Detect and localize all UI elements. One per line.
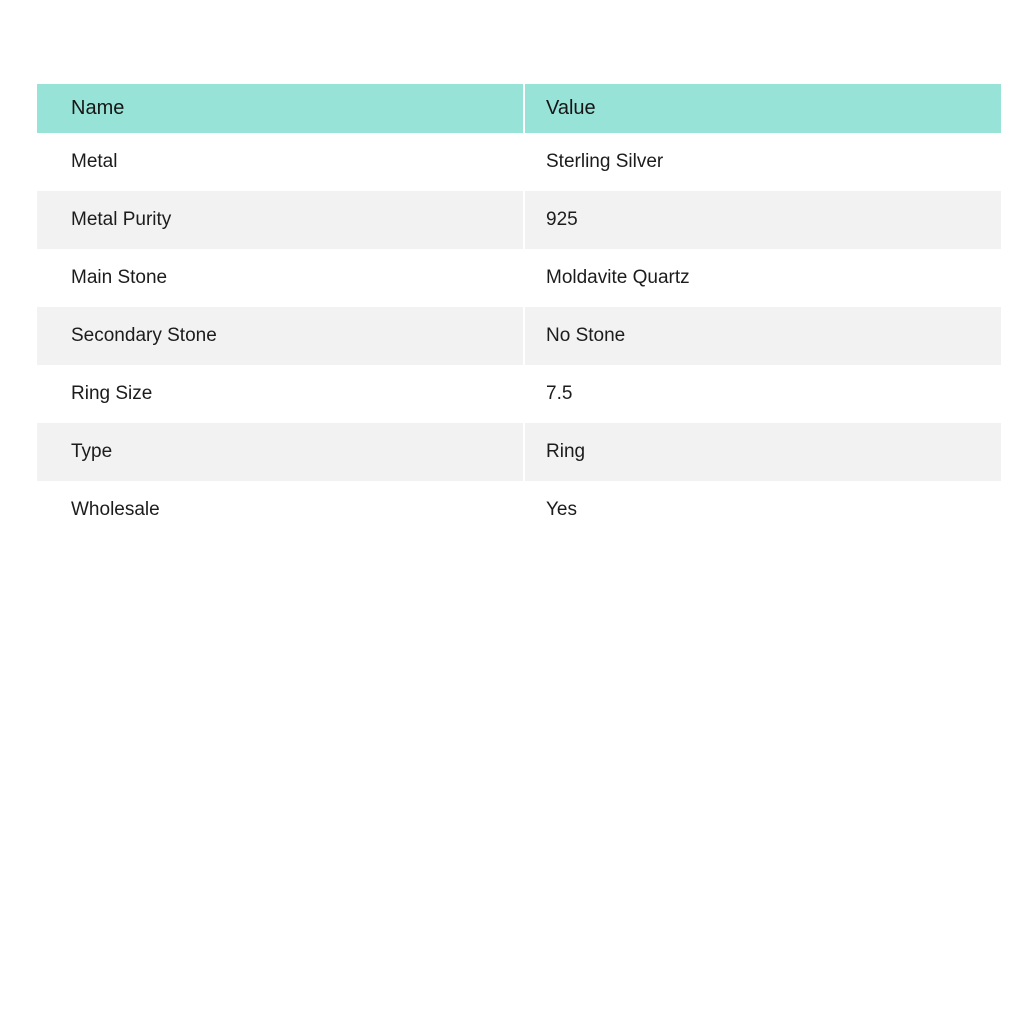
- row-name-cell: Metal Purity: [37, 191, 523, 249]
- row-name-cell: Main Stone: [37, 249, 523, 307]
- row-name-cell: Metal: [37, 133, 523, 191]
- header-cell-value: Value: [525, 84, 1001, 133]
- row-value-cell: 7.5: [525, 365, 1001, 423]
- table-row: [37, 307, 1001, 365]
- table-row: [37, 365, 1001, 423]
- table-header-row: [37, 84, 1001, 133]
- table-row: [37, 133, 1001, 191]
- row-value-cell: No Stone: [525, 307, 1001, 365]
- row-value-cell: Moldavite Quartz: [525, 249, 1001, 307]
- table-row: [37, 423, 1001, 481]
- row-value-cell: 925: [525, 191, 1001, 249]
- row-name-cell: Ring Size: [37, 365, 523, 423]
- row-name-cell: Type: [37, 423, 523, 481]
- table-row: [37, 249, 1001, 307]
- row-value-cell: Ring: [525, 423, 1001, 481]
- attributes-table: [37, 84, 1001, 539]
- header-cell-name: Name: [37, 84, 523, 133]
- row-name-cell: Wholesale: [37, 481, 523, 539]
- table-row: [37, 481, 1001, 539]
- row-value-cell: Sterling Silver: [525, 133, 1001, 191]
- table-row: [37, 191, 1001, 249]
- row-name-cell: Secondary Stone: [37, 307, 523, 365]
- row-value-cell: Yes: [525, 481, 1001, 539]
